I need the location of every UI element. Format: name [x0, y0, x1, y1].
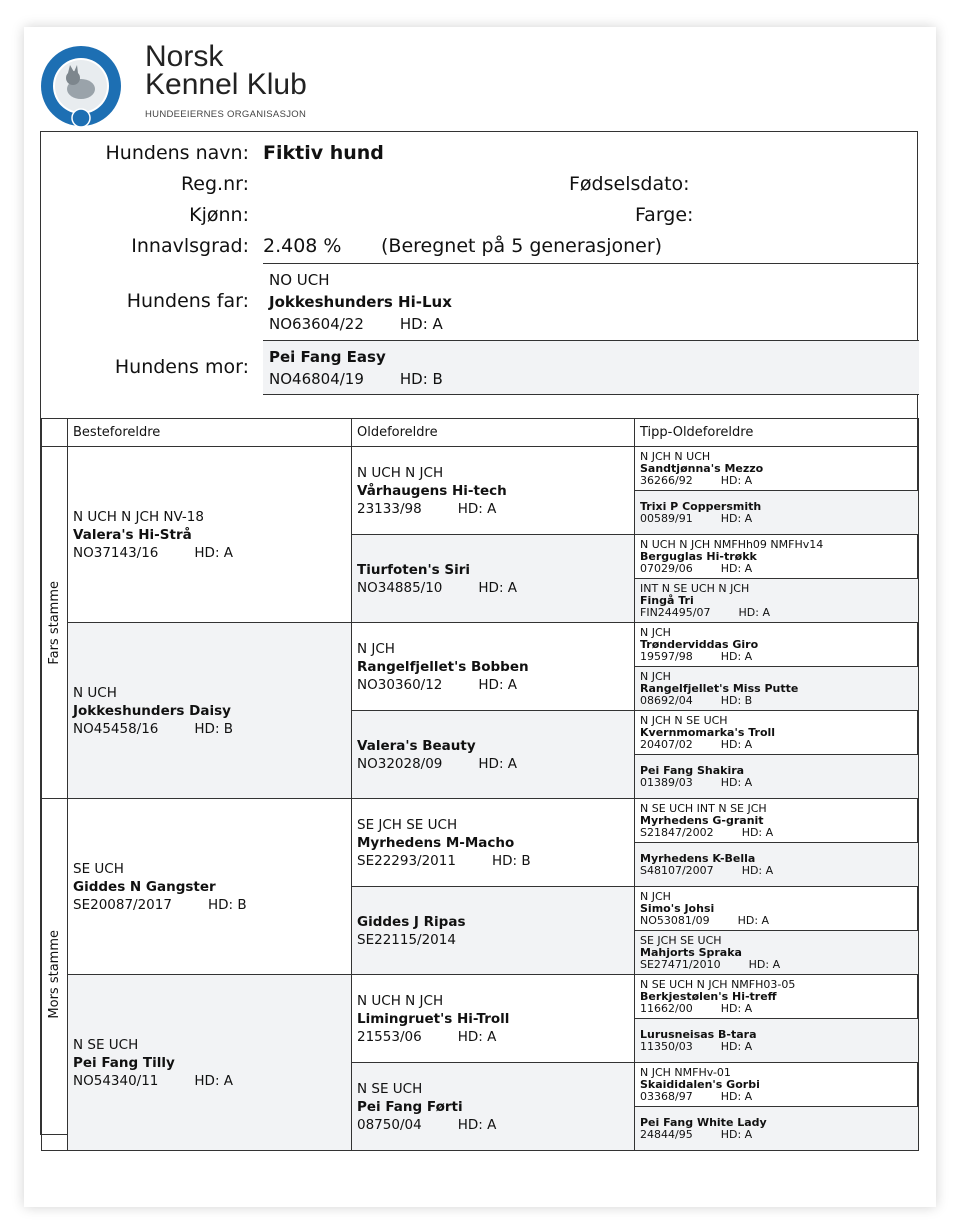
- dog-reg: NO54340/11: [73, 1072, 159, 1089]
- dog-title: N UCH N JCH: [357, 464, 444, 481]
- great-great-grandparent-cell: [635, 975, 919, 1019]
- great-great-grandparent-cell: [635, 1107, 919, 1151]
- grandparent-cell: [68, 623, 352, 799]
- dog-hd: HD: A: [741, 863, 774, 877]
- dog-hd: HD: A: [194, 1072, 234, 1089]
- great-grandparent-cell: [352, 799, 635, 887]
- dog-title: SE JCH SE UCH: [640, 933, 722, 947]
- dog-hd: HD: B: [194, 720, 234, 737]
- dog-hd: HD: A: [720, 1089, 753, 1103]
- dog-reg: NO37143/16: [73, 544, 159, 561]
- dog-name: Jokkeshunders Daisy: [73, 702, 231, 719]
- father-box: [263, 263, 919, 341]
- mother-box: [263, 340, 919, 395]
- dog-name: Pei Fang Shakira: [640, 763, 745, 777]
- dog-hd: HD: A: [194, 544, 234, 561]
- dog-reg: 00589/91: [640, 511, 693, 525]
- reg-label: Reg.nr:: [180, 173, 249, 195]
- dog-reg: NO30360/12: [357, 676, 443, 693]
- dog-reg: S48107/2007: [640, 863, 714, 877]
- logo-title-2: Kennel Klub: [145, 68, 307, 101]
- dog-name: Lurusneisas B-tara: [640, 1027, 757, 1041]
- dog-name: Kvernmomarka's Troll: [640, 725, 776, 739]
- dog-title: N UCH N JCH NV-18: [73, 508, 204, 525]
- father-reg: NO63604/22: [269, 315, 364, 333]
- dog-name: Giddes J Ripas: [357, 913, 466, 930]
- dog-hd: HD: A: [720, 561, 753, 575]
- father-hd: HD: A: [399, 315, 443, 333]
- dog-name: Myrhedens G-granit: [640, 813, 764, 827]
- dog-hd: HD: A: [720, 511, 753, 525]
- great-great-grandparent-cell: [635, 799, 919, 843]
- dog-hd: HD: A: [457, 500, 497, 517]
- dog-title: N SE UCH: [73, 1036, 139, 1053]
- nkk-seal-icon: [40, 45, 122, 127]
- dog-reg: SE27471/2010: [640, 957, 721, 971]
- dog-name: Simo's Johsi: [640, 901, 715, 915]
- great-great-grandparent-cell: [635, 447, 919, 491]
- dog-title: N JCH NMFHv-01: [640, 1065, 731, 1079]
- dog-reg: 19597/98: [640, 649, 693, 663]
- father-title: NO UCH: [269, 271, 330, 289]
- dog-name: Vårhaugens Hi-tech: [357, 482, 507, 499]
- dog-title: N JCH N UCH: [640, 449, 711, 463]
- dog-name: Rangelfjellet's Bobben: [357, 658, 529, 675]
- dog-title: SE JCH SE UCH: [357, 816, 458, 833]
- dog-reg: 08750/04: [357, 1116, 422, 1133]
- dog-hd: HD: A: [720, 1127, 753, 1141]
- dog-title: N JCH: [357, 640, 395, 657]
- dog-name: Limingruet's Hi-Troll: [357, 1010, 510, 1027]
- dog-hd: HD: B: [207, 896, 247, 913]
- great-great-grandparent-cell: [635, 667, 919, 711]
- dog-hd: HD: A: [748, 957, 781, 971]
- dog-hd: HD: A: [457, 1116, 497, 1133]
- great-grandparent-cell: [352, 1063, 635, 1151]
- dog-name: Pei Fang Førti: [357, 1098, 463, 1115]
- pedigree-frame: [40, 131, 918, 1141]
- great-grandparent-cell: [352, 711, 635, 799]
- dog-name: Pei Fang White Lady: [640, 1115, 767, 1129]
- father-label: Hundens far:: [126, 290, 249, 312]
- dog-title: N JCH N SE UCH: [640, 713, 728, 727]
- dog-name: Tiurfoten's Siri: [357, 561, 470, 578]
- dog-hd: HD: A: [720, 1039, 753, 1053]
- great-grandparent-cell: [352, 535, 635, 623]
- great-great-grandparent-cell: [635, 579, 919, 623]
- great-great-grandparent-cell: [635, 491, 919, 535]
- dog-hd: HD: A: [741, 825, 774, 839]
- mother-hd: HD: B: [399, 370, 443, 388]
- dog-name: Mahjorts Spraka: [640, 945, 742, 959]
- dog-reg: 36266/92: [640, 473, 693, 487]
- dog-name: Giddes N Gangster: [73, 878, 216, 895]
- dog-hd: HD: A: [478, 755, 518, 772]
- dog-reg: NO53081/09: [640, 913, 710, 927]
- mother-label: Hundens mor:: [114, 356, 249, 378]
- dog-hd: HD: A: [720, 649, 753, 663]
- dog-name: Rangelfjellet's Miss Putte: [640, 681, 799, 695]
- dog-hd: HD: A: [720, 775, 753, 789]
- great-great-grandparent-cell: [635, 623, 919, 667]
- birth-label: Fødselsdato:: [569, 173, 690, 195]
- dog-hd: HD: A: [720, 737, 753, 751]
- dog-name: Berkjestølen's Hi-treff: [640, 989, 777, 1003]
- col-grandparents: Besteforeldre: [68, 419, 352, 447]
- dog-name: Myrhedens M-Macho: [357, 834, 515, 851]
- dog-reg: FIN24495/07: [640, 605, 711, 619]
- dog-reg: 11350/03: [640, 1039, 693, 1053]
- dog-title: N UCH: [73, 684, 117, 701]
- sex-label: Kjønn:: [189, 204, 249, 226]
- grandparent-cell: [68, 447, 352, 623]
- dog-name: Sandtjønna's Mezzo: [640, 461, 764, 475]
- dog-name: Myrhedens K-Bella: [640, 851, 756, 865]
- dog-reg: SE20087/2017: [73, 896, 172, 913]
- great-great-grandparent-cell: [635, 887, 919, 931]
- dog-reg: 20407/02: [640, 737, 693, 751]
- col-great-great-grandparents: Tipp-Oldeforeldre: [635, 419, 919, 447]
- dog-reg: SE22293/2011: [357, 852, 456, 869]
- dog-hd: HD: A: [737, 913, 770, 927]
- dog-hd: HD: B: [491, 852, 531, 869]
- name-label: Hundens navn:: [105, 142, 249, 164]
- inbreeding-value: 2.408 %: [263, 235, 342, 257]
- inbreeding-note: (Beregnet på 5 generasjoner): [381, 235, 663, 257]
- dog-hd: HD: A: [478, 579, 518, 596]
- pedigree-table: [41, 418, 919, 1151]
- great-great-grandparent-cell: [635, 931, 919, 975]
- great-grandparent-cell: [352, 975, 635, 1063]
- dog-hd: HD: B: [720, 693, 753, 707]
- dog-title: N JCH: [640, 625, 671, 639]
- dog-reg: NO45458/16: [73, 720, 159, 737]
- logo-subtitle: HUNDEEIERNES ORGANISASJON: [145, 109, 307, 120]
- dog-reg: S21847/2002: [640, 825, 714, 839]
- dog-name: Trixi P Coppersmith: [640, 499, 762, 513]
- dog-name: Skaididalen's Gorbi: [640, 1077, 760, 1091]
- logo-title-1: Norsk: [145, 40, 224, 73]
- great-grandparent-cell: [352, 623, 635, 711]
- dog-title: N JCH: [640, 889, 671, 903]
- dog-reg: 11662/00: [640, 1001, 693, 1015]
- pedigree-page: [24, 27, 936, 1207]
- dog-hd: HD: A: [720, 1001, 753, 1015]
- grandparent-cell: [68, 799, 352, 975]
- dog-hd: HD: A: [738, 605, 770, 619]
- corner-cell: [42, 419, 68, 447]
- dog-reg: 08692/04: [640, 693, 693, 707]
- mother-name: Pei Fang Easy: [269, 348, 386, 366]
- dog-hd: HD: A: [478, 676, 518, 693]
- dog-reg: 03368/97: [640, 1089, 693, 1103]
- dog-title: N SE UCH: [357, 1080, 423, 1097]
- dog-name: Fiktiv hund: [263, 142, 384, 164]
- dog-reg: 23133/98: [357, 500, 422, 517]
- dog-title: N UCH N JCH NMFHh09 NMFHv14: [640, 537, 824, 551]
- dog-hd: HD: A: [720, 473, 753, 487]
- dog-reg: 07029/06: [640, 561, 693, 575]
- dog-reg: NO32028/09: [357, 755, 443, 772]
- great-great-grandparent-cell: [635, 535, 919, 579]
- great-grandparent-cell: [352, 447, 635, 535]
- dog-hd: HD: A: [457, 1028, 497, 1045]
- col-great-grandparents: Oldeforeldre: [352, 419, 635, 447]
- grandparent-cell: [68, 975, 352, 1151]
- great-great-grandparent-cell: [635, 711, 919, 755]
- inbreeding-label: Innavlsgrad:: [131, 235, 249, 257]
- dog-reg: 01389/03: [640, 775, 693, 789]
- dog-title: SE UCH: [73, 860, 124, 877]
- dog-reg: NO34885/10: [357, 579, 443, 596]
- dog-title: INT N SE UCH N JCH: [640, 581, 750, 595]
- dog-reg: 21553/06: [357, 1028, 422, 1045]
- color-label: Farge:: [635, 204, 694, 226]
- mother-reg: NO46804/19: [269, 370, 364, 388]
- great-grandparent-cell: [352, 887, 635, 975]
- dog-name: Pei Fang Tilly: [73, 1054, 175, 1071]
- dog-reg: 24844/95: [640, 1127, 693, 1141]
- dog-name: Berguglas Hi-trøkk: [640, 549, 757, 563]
- dog-title: N SE UCH INT N SE JCH: [640, 801, 767, 815]
- nkk-logo: [40, 40, 340, 133]
- great-great-grandparent-cell: [635, 843, 919, 887]
- dog-title: N JCH: [640, 669, 671, 683]
- fars-stamme-label: Fars stamme: [42, 447, 68, 799]
- dog-reg: SE22115/2014: [357, 931, 456, 948]
- dog-title: N SE UCH N JCH NMFH03-05: [640, 977, 796, 991]
- dog-name: Trønderviddas Giro: [640, 637, 759, 651]
- dog-name: Valera's Beauty: [357, 737, 476, 754]
- father-name: Jokkeshunders Hi-Lux: [269, 293, 452, 311]
- dog-name: Valera's Hi-Strå: [73, 526, 192, 543]
- great-great-grandparent-cell: [635, 1063, 919, 1107]
- great-great-grandparent-cell: [635, 755, 919, 799]
- great-great-grandparent-cell: [635, 1019, 919, 1063]
- dog-title: N UCH N JCH: [357, 992, 444, 1009]
- mors-stamme-label: Mors stamme: [42, 799, 68, 1151]
- dog-name: Fingå Tri: [640, 593, 694, 607]
